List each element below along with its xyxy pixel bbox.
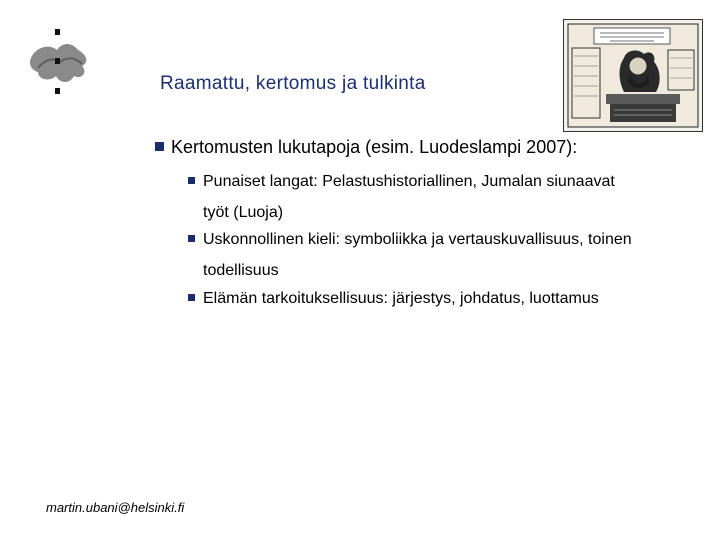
sub-bullet-2-line1: Uskonnollinen kieli: symboliikka ja vertauskuvallisuus, toinen xyxy=(203,231,632,248)
main-bullet xyxy=(155,137,695,158)
bullet-square-icon xyxy=(188,235,195,242)
bullet-square-icon xyxy=(155,142,164,151)
footer-email: martin.ubani@helsinki.fi xyxy=(46,500,185,515)
sub-bullet-2 xyxy=(188,224,688,286)
sub-bullet-3 xyxy=(188,283,688,314)
bullet-square-icon xyxy=(188,177,195,184)
university-logo xyxy=(24,28,94,98)
slide-title: Raamattu, kertomus ja tulkinta xyxy=(160,73,426,94)
scholar-portrait-image xyxy=(563,19,703,132)
sub-bullet-2-line2: todellisuus xyxy=(203,262,279,279)
bullet-square-icon xyxy=(188,294,195,301)
sub-bullet-1-line1: Punaiset langat: Pelastushistoriallinen, Jumalan siunaavat xyxy=(203,173,615,190)
main-bullet-text: Kertomusten lukutapoja (esim. Luodeslampi 2007): xyxy=(171,137,578,157)
sub-bullet-1-line2: työt (Luoja) xyxy=(203,204,284,221)
sub-bullet-1 xyxy=(188,166,688,228)
sub-bullet-3-line1: Elämän tarkoituksellisuus: järjestys, johdatus, luottamus xyxy=(203,290,599,307)
